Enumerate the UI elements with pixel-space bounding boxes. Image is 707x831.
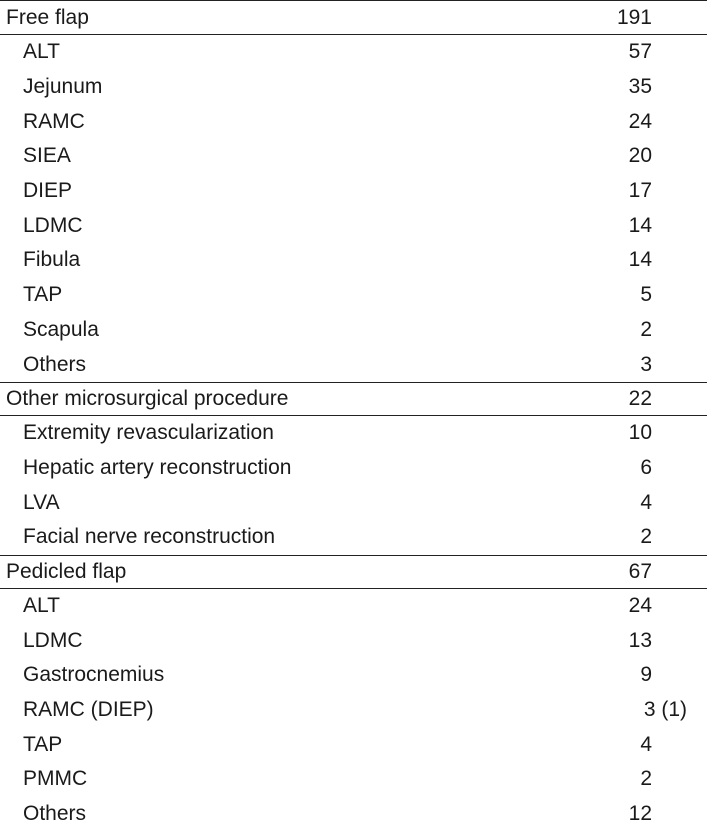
row-value: 17 [628,179,652,203]
row-value: 9 [640,663,652,687]
row-label: TAP [23,732,63,756]
row-label: ALT [23,593,60,617]
row-label: LVA [23,490,60,514]
row-value: 14 [628,213,652,237]
table-row [0,623,707,658]
row-label: Extremity revascularization [23,421,274,445]
table-row [0,35,707,70]
table-row [0,278,707,313]
table-row [0,797,707,831]
section-total: 22 [628,386,652,410]
row-label: Others [23,802,87,826]
row-value: 10 [628,421,652,445]
row-label: Others [23,352,87,376]
row-label: RAMC [23,109,85,133]
table-row [0,208,707,243]
table-row [0,347,707,382]
row-label: Hepatic artery reconstruction [23,455,292,479]
table-row [0,174,707,209]
row-label: Gastrocnemius [23,663,165,687]
section-title: Free flap [6,5,89,29]
row-value: 20 [628,144,652,168]
row-label: DIEP [23,179,73,203]
table-row [0,762,707,797]
section-title: Pedicled flap [6,559,127,583]
row-value: 3 (1) [643,698,687,722]
row-label: PMMC [23,767,88,791]
row-value: 4 [640,732,652,756]
row-label: TAP [23,283,63,307]
row-label: SIEA [23,144,71,168]
row-value: 24 [628,109,652,133]
row-label: Scapula [23,317,99,341]
row-value: 5 [640,283,652,307]
row-value: 4 [640,490,652,514]
table-row [0,693,707,728]
table-row [0,104,707,139]
table-row [0,485,707,520]
row-label: Jejunum [23,75,103,99]
table-row [0,243,707,278]
section-header-pedicled-flap [0,555,707,589]
row-label: ALT [23,40,60,64]
section-title: Other microsurgical procedure [6,386,289,410]
row-value: 3 [640,352,652,376]
row-value: 2 [640,767,652,791]
row-label: RAMC (DIEP) [23,698,154,722]
row-value: 2 [640,317,652,341]
row-value: 35 [628,75,652,99]
section-total: 67 [628,559,652,583]
table-row [0,416,707,451]
row-value: 24 [628,593,652,617]
section-total: 191 [616,5,652,29]
row-label: LDMC [23,213,83,237]
table-row [0,589,707,624]
table-row [0,70,707,105]
row-value: 6 [640,455,652,479]
row-label: Fibula [23,248,81,272]
table-row [0,658,707,693]
row-label: LDMC [23,628,83,652]
table-row [0,139,707,174]
row-value: 12 [628,802,652,826]
table-row [0,313,707,348]
row-value: 57 [628,40,652,64]
row-value: 14 [628,248,652,272]
row-value: 2 [640,525,652,549]
table-row [0,520,707,555]
table-row [0,451,707,486]
section-header-other-microsurgical [0,382,707,416]
table-row [0,727,707,762]
row-value: 13 [628,628,652,652]
section-header-free-flap [0,1,707,35]
row-label: Facial nerve reconstruction [23,525,276,549]
